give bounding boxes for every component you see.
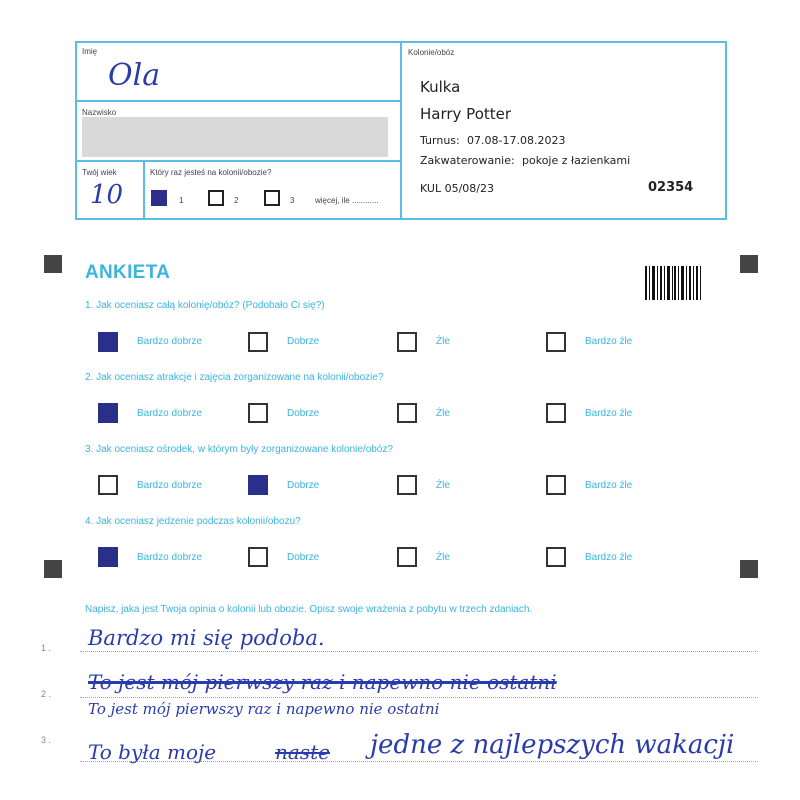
q2-option-bardzo-dobrze: Bardzo dobrze [137,408,203,419]
opinion-prompt: Napisz, jaka jest Twoja opinia o kolonii lub obozie. Opisz swoje wrażenia z pobytu w trzech zdaniach. [85,604,533,615]
camp-place: Kulka [420,78,461,96]
survey-title: ANKIETA [85,262,171,283]
name-handwritten: Ola [108,58,161,93]
q3-option-dobrze: Dobrze [287,480,320,491]
answer-line-2-crossed: To jest mój pierwszy raz i napewno nie ostatni [88,670,557,694]
q2-checkbox-dobrze[interactable] [248,403,268,423]
registration-marker-bottom-left [44,560,62,578]
answer-line-3-end: jedne z najlepszych wakacji [370,730,735,760]
q3-checkbox-bardzo-dobrze[interactable] [98,475,118,495]
answer-line-1-text: Bardzo mi się podoba. [88,626,325,650]
times-option-2: 2 [234,196,239,205]
age-label: Twój wiek [82,168,117,177]
times-option-3: 3 [290,196,295,205]
times-option-1: 1 [179,196,184,205]
answer-line-3-crossed: naste [275,740,330,764]
question-2-text: 2. Jak oceniasz atrakcje i zajęcia zorganizowane na kolonii/obozie? [85,372,384,383]
q2-checkbox-bardzo-dobrze[interactable] [98,403,118,423]
question-3-text: 3. Jak oceniasz ośrodek, w którym były zorganizowane kolonie/obóz? [85,444,393,455]
q3-checkbox-dobrze[interactable] [248,475,268,495]
camp-label: Kolonie/obóz [408,48,455,57]
q4-checkbox-bardzo-zle[interactable] [546,547,566,567]
header-divider-age [143,160,145,220]
answer-line-1 [80,651,758,652]
q2-option-dobrze: Dobrze [287,408,320,419]
q2-checkbox-bardzo-zle[interactable] [546,403,566,423]
turnus-value: 07.08-17.08.2023 [467,134,566,147]
name-label: Imię [82,47,98,56]
q1-option-dobrze: Dobrze [287,336,320,347]
header-divider-name [75,100,401,102]
camp-theme: Harry Potter [420,105,512,123]
answer-line-2-text: To jest mój pierwszy raz i napewno nie ostatni [88,700,440,718]
times-checkbox-1[interactable] [151,190,167,206]
times-more: więcej, ile ............ [315,196,379,205]
q3-checkbox-bardzo-zle[interactable] [546,475,566,495]
times-checkbox-3[interactable] [264,190,280,206]
q3-checkbox-zle[interactable] [397,475,417,495]
question-4-text: 4. Jak oceniasz jedzenie podczas kolonii/obozu? [85,516,301,527]
q4-option-bardzo-zle: Bardzo źle [585,552,633,563]
surname-label: Nazwisko [82,108,117,117]
q1-checkbox-zle[interactable] [397,332,417,352]
q2-option-zle: Źle [436,408,450,419]
times-question: Który raz jesteś na kolonii/obozie? [150,168,272,177]
q4-option-bardzo-dobrze: Bardzo dobrze [137,552,203,563]
form-number: 02354 [648,180,694,195]
header-divider-vertical [400,41,402,220]
answer-line-3-start: To była moje [88,740,217,764]
q1-checkbox-bardzo-dobrze[interactable] [98,332,118,352]
age-handwritten: 10 [90,180,124,210]
accommodation-value: pokoje z łazienkami [522,154,631,167]
q1-option-bardzo-zle: Bardzo źle [585,336,633,347]
q3-option-zle: Źle [436,480,450,491]
camp-code: KUL 05/08/23 [420,182,494,195]
header-divider-surname [75,160,401,162]
q2-option-bardzo-zle: Bardzo źle [585,408,633,419]
accommodation-label: Zakwaterowanie: [420,154,515,167]
q1-checkbox-bardzo-zle[interactable] [546,332,566,352]
line-number-3: 3 . [41,735,52,745]
barcode [645,266,701,300]
q4-checkbox-dobrze[interactable] [248,547,268,567]
answer-line-2 [80,697,758,698]
q4-option-zle: Źle [436,552,450,563]
q1-option-zle: Źle [436,336,450,347]
q4-checkbox-zle[interactable] [397,547,417,567]
q3-option-bardzo-dobrze: Bardzo dobrze [137,480,203,491]
q2-checkbox-zle[interactable] [397,403,417,423]
turnus-label: Turnus: [420,134,460,147]
registration-marker-bottom-right [740,560,758,578]
registration-marker-top-left [44,255,62,273]
q3-option-bardzo-zle: Bardzo źle [585,480,633,491]
line-number-2: 2 . [41,689,52,699]
question-1-text: 1. Jak oceniasz całą kolonię/obóz? (Podobało Ci się?) [85,300,325,311]
times-checkbox-2[interactable] [208,190,224,206]
q4-checkbox-bardzo-dobrze[interactable] [98,547,118,567]
registration-marker-top-right [740,255,758,273]
q1-option-bardzo-dobrze: Bardzo dobrze [137,336,203,347]
q4-option-dobrze: Dobrze [287,552,320,563]
line-number-1: 1 . [41,643,52,653]
surname-redacted [82,117,388,157]
q1-checkbox-dobrze[interactable] [248,332,268,352]
